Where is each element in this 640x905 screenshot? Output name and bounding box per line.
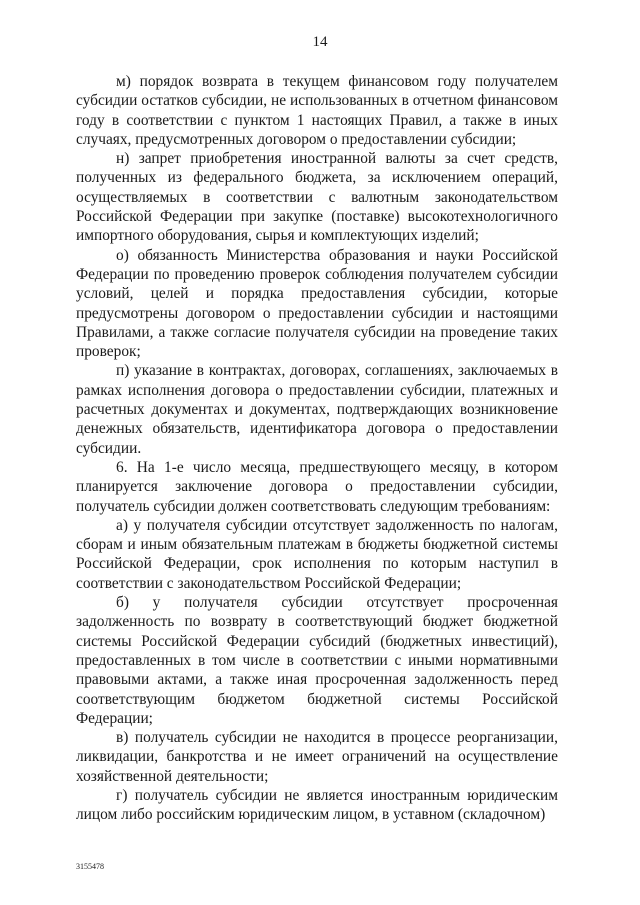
paragraph-v: в) получатель субсидии не находится в процессе реорганизации, ликвидации, банкротства и не имеет ограничений на осуществление хозяйственной деятельности;: [76, 729, 558, 785]
paragraph-n: н) запрет приобретения иностранной валюты за счет средств, полученных из федерального бюджета, за исключением операций, осуществляемых в соответствии с валютным законодательством Российской Федерации при закупке (поставке) высокотехнологичного импортного оборудования, сырья и комплектующих изделий;: [76, 150, 558, 245]
paragraph-m: м) порядок возврата в текущем финансовом году получателем субсидии остатков субсидии, не использованных в отчетном финансовом году в соответствии с пунктом 1 настоящих Правил, а также в иных случаях, предусмотренных договором о предоставлении субсидии;: [76, 73, 558, 148]
paragraph-g: г) получатель субсидии не является иностранным юридическим лицом либо российским юридическим лицом, в уставном (складочном): [76, 786, 558, 824]
document-body: [76, 72, 558, 825]
paragraph-b: б) у получателя субсидии отсутствует просроченная задолженность по возврату в соответствующий бюджет бюджетной системы Российской Федерации субсидий (бюджетных инвестиций), предоставленных в том числе в соответствии с иными нормативными правовыми актами, а также иная просроченная задолженность перед соответствующим бюджетом бюджетной системы Российской Федерации;: [76, 594, 558, 727]
document-id: 3155478: [76, 862, 104, 871]
page-number: 14: [312, 34, 328, 50]
paragraph-o: о) обязанность Министерства образования и науки Российской Федерации по проведению проверок соблюдения получателем субсидии условий, целей и порядка предоставления субсидии, которые предусмотрены договором о предоставлении субсидии и настоящими Правилами, а также согласие получателя субсидии на проведение таких проверок;: [76, 246, 558, 361]
paragraph-p: п) указание в контрактах, договорах, соглашениях, заключаемых в рамках исполнения договора о предоставлении субсидии, платежных и расчетных документах и документах, подтверждающих возникновение денежных обязательств, идентификатора договора о предоставлении субсидии.: [76, 362, 558, 457]
paragraph-6: 6. На 1-е число месяца, предшествующего месяцу, в котором планируется заключение договора о предоставлении субсидии, получатель субсидии должен соответствовать следующим требованиям:: [76, 458, 558, 515]
paragraph-a: а) у получателя субсидии отсутствует задолженность по налогам, сборам и иным обязательным платежам в бюджеты бюджетной системы Российской Федерации, срок исполнения по которым наступил в соответствии с законодательством Российской Федерации;: [76, 516, 558, 592]
